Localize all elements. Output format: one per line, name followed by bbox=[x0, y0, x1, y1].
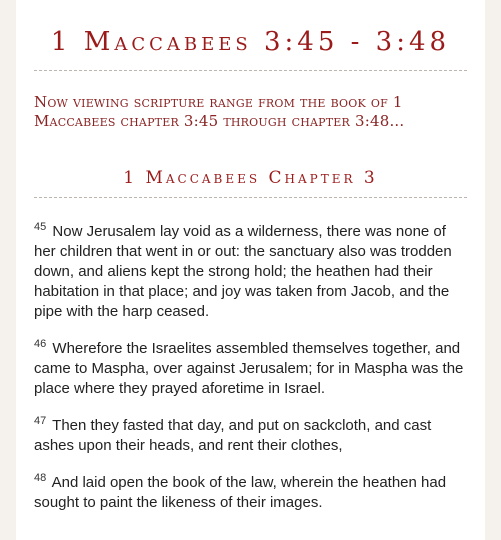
page-title: 1 Maccabees 3:45 - 3:48 bbox=[50, 27, 451, 57]
verse bbox=[34, 339, 467, 399]
verse-number: 47 bbox=[34, 415, 47, 427]
verse-list bbox=[34, 222, 467, 513]
range-intro: Now viewing scripture range from the book of 1 Maccabees chapter 3:45 through chapter 3:48... bbox=[34, 93, 405, 130]
title-divider bbox=[34, 70, 467, 71]
verse bbox=[34, 416, 467, 456]
verse-text: Then they fasted that day, and put on sackcloth, and cast ashes upon their heads, and rent their clothes, bbox=[34, 417, 432, 454]
verse bbox=[34, 222, 467, 322]
verse-number: 45 bbox=[34, 221, 47, 233]
verse-text: Wherefore the Israelites assembled themselves together, and came to Maspha, over against Jerusalem; for in Maspha was the place where they prayed aforetime in Israel. bbox=[34, 340, 464, 397]
chapter-heading: 1 Maccabees Chapter 3 bbox=[123, 168, 378, 188]
scripture-card bbox=[16, 0, 485, 540]
chapter-divider bbox=[34, 197, 467, 198]
verse-number: 46 bbox=[34, 338, 47, 350]
verse-text: Now Jerusalem lay void as a wilderness, there was none of her children that went in or out: the sanctuary also was trodden down, and aliens kept the strong hold; the heathen had their habitation in that place; and joy was taken from Jacob, and the pipe with the harp ceased. bbox=[34, 223, 452, 320]
verse-text: And laid open the book of the law, wherein the heathen had sought to paint the likeness of their images. bbox=[34, 474, 447, 511]
verse-number: 48 bbox=[34, 472, 47, 484]
verse bbox=[34, 473, 467, 513]
